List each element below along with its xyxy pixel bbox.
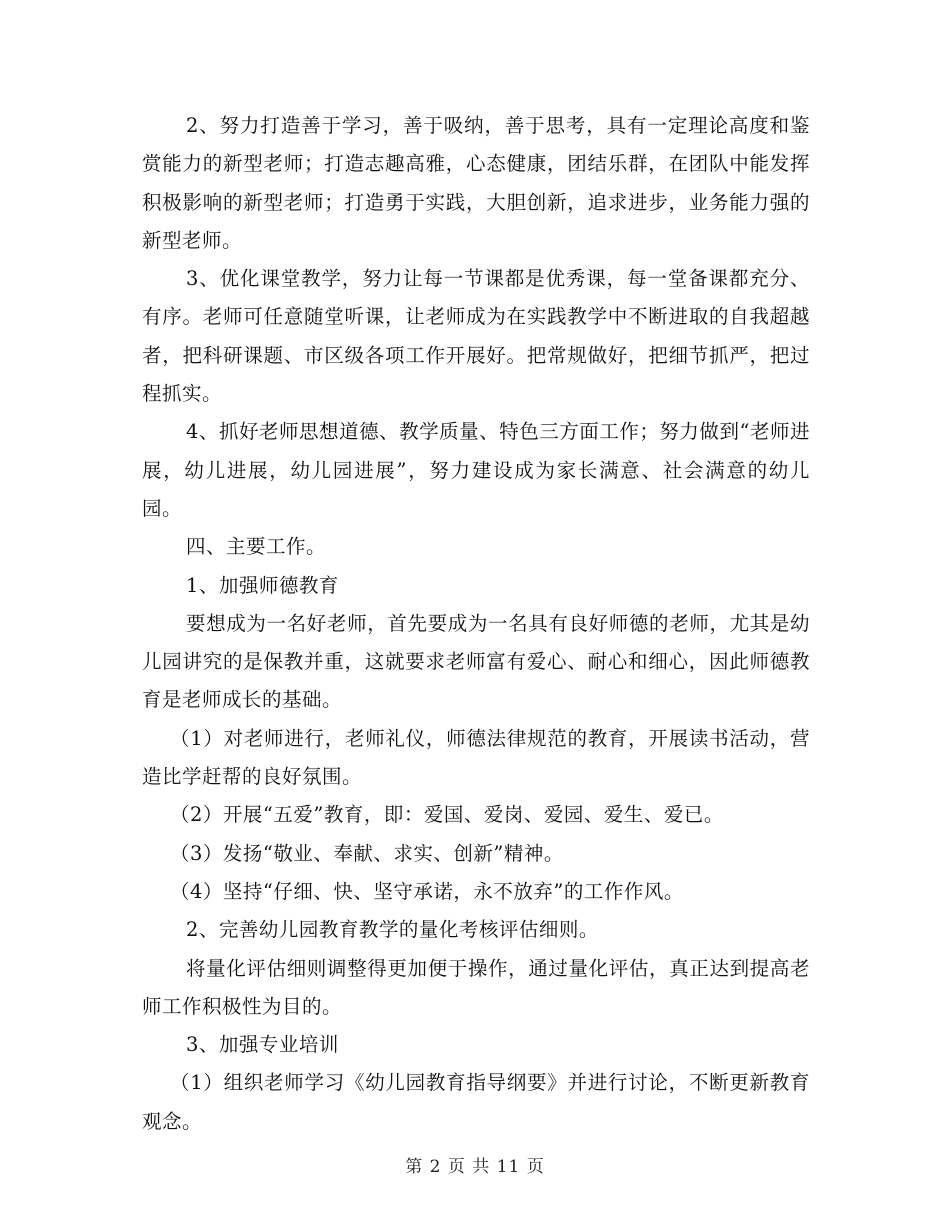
page-number-footer: 第 2 页 共 11 页 [405,1157,545,1177]
list-item-ethics-1: （1）对老师进行，老师礼仪，师德法律规范的教育，开展读书活动，营造比学赶帮的良好氛围。 [142,726,810,789]
list-item-training-1: （1）组织老师学习《幼儿园教育指导纲要》并进行讨论，不断更新教育观念。 [142,1071,810,1133]
paragraph-goal-4: 4、抓好老师思想道德、教学质量、特色三方面工作；努力做到“老师进展，幼儿进展，幼儿园进展”，努力建设成为家长满意、社会满意的幼儿园。 [142,420,810,520]
list-item-ethics-4: （4）坚持“仔细、快、坚守承诺，永不放弃”的工作作风。 [170,879,684,903]
paragraph-goal-2: 2、努力打造善于学习，善于吸纳，善于思考，具有一定理论高度和鉴赏能力的新型老师；打造志趣高雅，心态健康，团结乐群，在团队中能发挥积极影响的新型老师；打造勇于实践，大胆创新，追求进步，业务能力强的新型老师。 [142,114,810,252]
paragraph-ethics-intro: 要想成为一名好老师，首先要成为一名具有良好师德的老师，尤其是幼儿园讲究的是保教并重，这就要求老师富有爱心、耐心和细心，因此师德教育是老师成长的基础。 [142,611,810,712]
list-item-ethics-3: （3）发扬“敬业、奉献、求实、创新”精神。 [170,841,564,865]
subheading-teacher-ethics: 1、加强师德教育 [186,573,339,597]
list-item-ethics-2: （2）开展“五爱”教育，即：爱国、爱岗、爱园、爱生、爱已。 [170,803,724,827]
document-body [142,107,810,1141]
section-heading-main-work: 四、主要工作。 [186,535,327,559]
subheading-assessment: 2、完善幼儿园教育教学的量化考核评估细则。 [186,918,599,942]
paragraph-assessment: 将量化评估细则调整得更加便于操作，通过量化评估，真正达到提高老师工作积极性为目的。 [142,956,810,1018]
subheading-training: 3、加强专业培训 [186,1033,339,1057]
paragraph-goal-3: 3、优化课堂教学，努力让每一节课都是优秀课，每一堂备课都充分、有序。老师可任意随堂听课，让老师成为在实践教学中不断进取的自我超越者，把科研课题、市区级各项工作开展好。把常规做好，把细节抓严，把过程抓实。 [142,267,810,406]
